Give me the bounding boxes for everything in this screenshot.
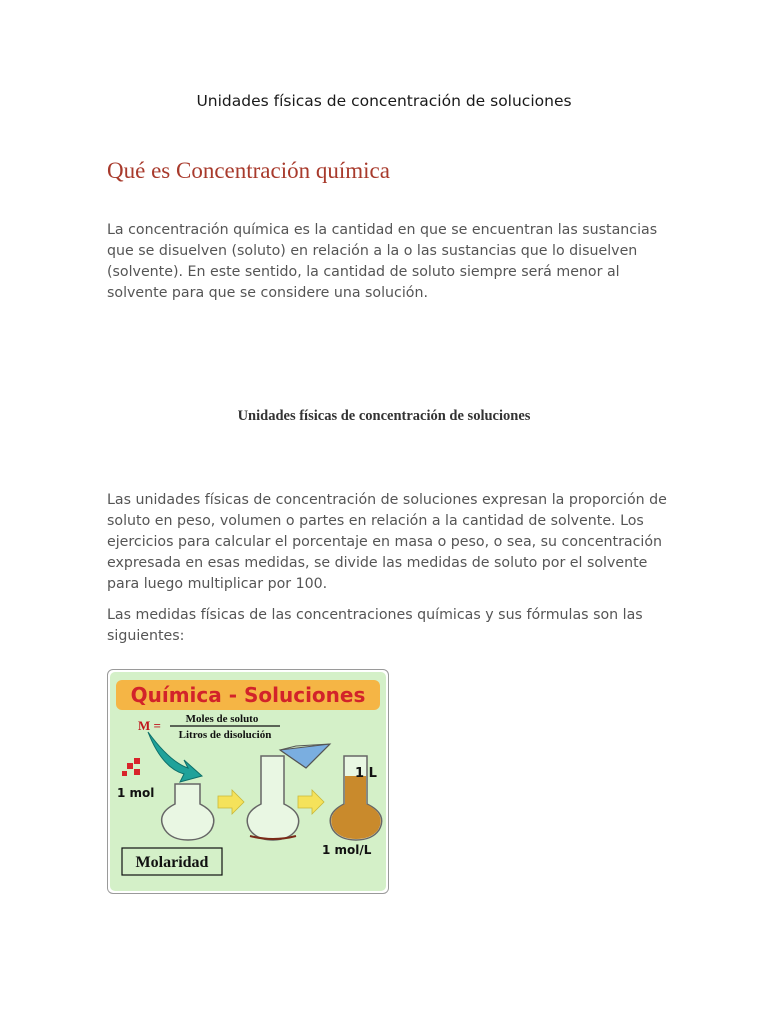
caption-label: Molaridad xyxy=(135,854,209,871)
formula-lhs: M = xyxy=(138,718,161,733)
page-title: Unidades físicas de concentración de soluciones xyxy=(196,92,572,110)
molarity-figure xyxy=(107,669,389,894)
sub-heading: Unidades físicas de concentración de soluciones xyxy=(237,408,531,424)
label-mol: 1 mol xyxy=(117,786,155,800)
intro-paragraph: La concentración química es la cantidad en que se encuentran las sustancias que se disuelven (soluto) en relación a la o las sustancias que lo disuelven (solvente). En este sentido, la cantidad de soluto siempre será menor al solvente para que se considere una solución. xyxy=(107,222,658,301)
section-heading: Qué es Concentración química xyxy=(107,158,390,183)
molarity-illustration xyxy=(110,672,386,891)
formula-denominator: Litros de disolución xyxy=(178,729,272,741)
body-paragraph: Las unidades físicas de concentración de soluciones expresan la proporción de soluto en peso, volumen o partes en relación a la cantidad de solvente. Los ejercicios para calcular el porcentaje en masa o peso, o sea, su concentración expresada en esas medidas, se divide las medidas de soluto por el solvente para luego multiplicar por 100. xyxy=(107,492,667,592)
lead-paragraph: Las medidas físicas de las concentraciones químicas y sus fórmulas son las siguientes: xyxy=(107,607,643,644)
label-volume: 1 L xyxy=(355,766,377,781)
banner-title: Química - Soluciones xyxy=(130,683,366,707)
formula-numerator: Moles de soluto xyxy=(185,713,259,725)
label-concentration: 1 mol/L xyxy=(322,843,372,857)
